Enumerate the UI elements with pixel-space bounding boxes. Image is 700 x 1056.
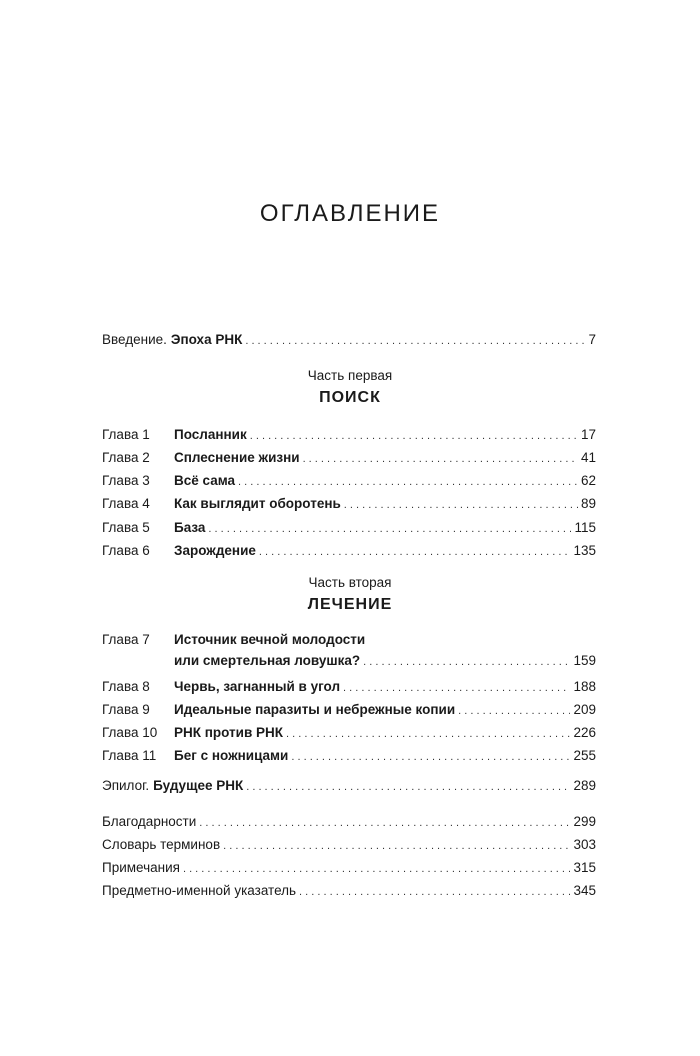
chapter-label: Глава 6: [102, 543, 150, 558]
dot-leader: [291, 747, 570, 767]
entry-label: Введение.: [102, 332, 167, 347]
chapter-title: Идеальные паразиты и небрежные копии: [174, 702, 456, 717]
dot-leader: [246, 777, 570, 797]
chapter-page: 255: [573, 748, 596, 763]
entry-label: Словарь терминов: [102, 837, 221, 852]
toc-entry-chapter[interactable]: [102, 677, 596, 697]
toc-entry-epilogue[interactable]: [102, 776, 596, 796]
chapter-title: Червь, загнанный в угол: [174, 679, 341, 694]
chapter-label: Глава 4: [102, 496, 150, 511]
chapter-title-line2: или смертельная ловушка?: [174, 653, 361, 668]
chapter-title: Как выглядит оборотень: [174, 496, 341, 511]
toc-entry-back-matter[interactable]: [102, 881, 596, 901]
toc-entry-chapter[interactable]: [102, 471, 596, 491]
chapter-page: 62: [580, 473, 596, 488]
chapter-label: Глава 10: [102, 725, 158, 740]
chapter-title-line1: Источник вечной молодости: [174, 632, 366, 647]
dot-leader: [286, 724, 570, 744]
chapter-page: 159: [573, 653, 596, 668]
entry-page: 345: [573, 883, 596, 898]
entry-label: Благодарности: [102, 814, 197, 829]
chapter-page: 89: [580, 496, 596, 511]
part-one-heading: [0, 368, 700, 407]
toc-entry-chapter[interactable]: [102, 700, 596, 720]
part-label: Часть первая: [307, 368, 393, 383]
entry-label: Эпилог.: [102, 778, 150, 793]
toc-entry-chapter[interactable]: [102, 541, 596, 561]
toc-entry-back-matter[interactable]: [102, 835, 596, 855]
part-two-heading: [0, 575, 700, 614]
dot-leader: [183, 859, 571, 879]
entry-page: 315: [573, 860, 596, 875]
dot-leader: [303, 449, 578, 469]
chapter-title: Бег с ножницами: [174, 748, 289, 763]
chapter-label: Глава 1: [102, 427, 150, 442]
chapter-title: РНК против РНК: [174, 725, 284, 740]
dot-leader: [259, 542, 571, 562]
toc-entry-chapter-7-line2[interactable]: [102, 651, 596, 671]
chapter-label: Глава 3: [102, 473, 150, 488]
chapter-title: Всё сама: [174, 473, 236, 488]
toc-entry-back-matter[interactable]: [102, 858, 596, 878]
part-label: Часть вторая: [308, 575, 392, 590]
toc-entry-chapter[interactable]: [102, 746, 596, 766]
toc-entry-back-matter[interactable]: [102, 812, 596, 832]
dot-leader: [344, 495, 578, 515]
dot-leader: [250, 426, 578, 446]
entry-page: 299: [573, 814, 596, 829]
toc-entry-chapter[interactable]: [102, 518, 596, 538]
chapter-label: Глава 2: [102, 450, 150, 465]
toc-entry-chapter-7-line1[interactable]: [102, 630, 596, 650]
entry-label: Примечания: [102, 860, 180, 875]
dot-leader: [343, 678, 570, 698]
entry-title: Эпоха РНК: [170, 332, 243, 347]
chapter-title: Сплеснение жизни: [174, 450, 300, 465]
dot-leader: [363, 652, 570, 672]
toc-entry-chapter[interactable]: [102, 425, 596, 445]
toc-entry-introduction[interactable]: [102, 330, 596, 350]
chapter-page: 188: [573, 679, 596, 694]
entry-title: Будущее РНК: [153, 778, 244, 793]
chapter-page: 209: [573, 702, 596, 717]
chapter-label: Глава 9: [102, 702, 150, 717]
chapter-label: Глава 8: [102, 679, 150, 694]
toc-entry-chapter[interactable]: [102, 448, 596, 468]
dot-leader: [238, 472, 578, 492]
chapter-label: Глава 11: [102, 748, 157, 763]
dot-leader: [245, 331, 585, 351]
entry-page: 289: [573, 778, 596, 793]
dot-leader: [458, 701, 570, 721]
toc-entry-chapter[interactable]: [102, 494, 596, 514]
chapter-label: Глава 5: [102, 520, 150, 535]
chapter-page: 41: [580, 450, 596, 465]
chapter-page: 135: [573, 543, 596, 558]
dot-leader: [223, 836, 570, 856]
chapter-title: База: [174, 520, 206, 535]
dot-leader: [299, 882, 570, 902]
toc-entry-chapter[interactable]: [102, 723, 596, 743]
chapter-title: Зарождение: [174, 543, 256, 558]
dot-leader: [208, 519, 571, 539]
chapter-page: 226: [573, 725, 596, 740]
page-title: ОГЛАВЛЕНИЕ: [259, 200, 441, 227]
entry-page: 7: [588, 332, 596, 347]
part-name: ЛЕЧЕНИЕ: [307, 596, 393, 613]
chapter-page: 115: [574, 520, 596, 535]
dot-leader: [199, 813, 570, 833]
entry-page: 303: [573, 837, 596, 852]
chapter-page: 17: [580, 427, 596, 442]
entry-label: Предметно-именной указатель: [102, 883, 297, 898]
part-name: ПОИСК: [319, 389, 381, 406]
chapter-label: Глава 7: [102, 632, 150, 647]
chapter-title: Посланник: [174, 427, 247, 442]
